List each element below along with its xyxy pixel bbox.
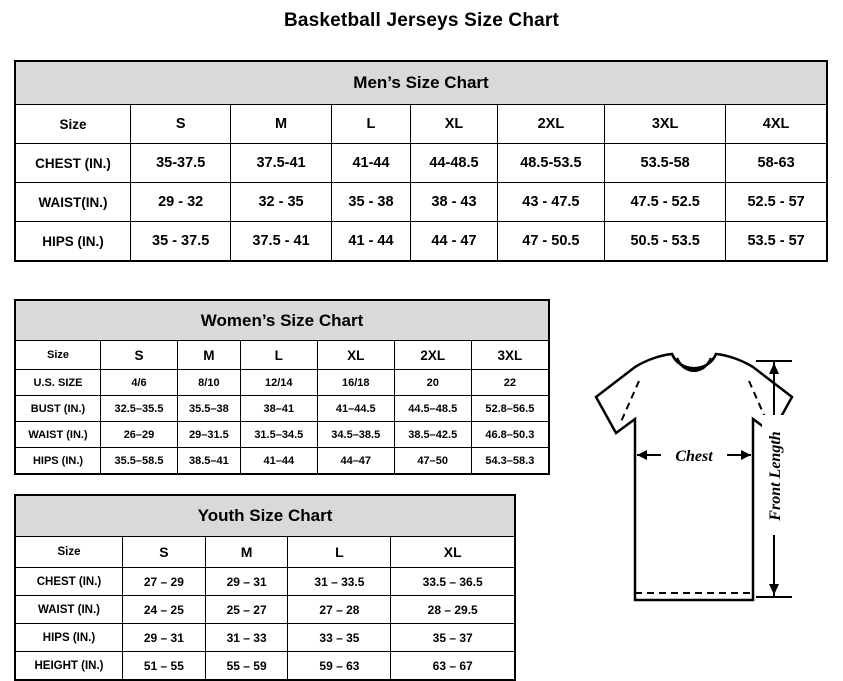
table-row xyxy=(15,568,515,596)
table-cell: 44 - 47 xyxy=(411,222,497,262)
table-cell: 29 – 31 xyxy=(123,624,206,652)
table-cell: 47–50 xyxy=(394,448,471,475)
mens-size-chart-section xyxy=(14,60,828,262)
row-label: HIPS (IN.) xyxy=(15,624,123,652)
table-cell: 32.5–35.5 xyxy=(101,396,178,422)
table-cell: 35 – 37 xyxy=(391,624,515,652)
front-length-arrow-top xyxy=(769,363,779,374)
table-cell: 41 - 44 xyxy=(331,222,411,262)
table-cell: 29 - 32 xyxy=(131,183,231,222)
column-header: S xyxy=(131,105,231,144)
column-header: M xyxy=(231,105,331,144)
column-header: XL xyxy=(391,537,515,568)
table-row xyxy=(15,596,515,624)
mens-chart-caption: Men’s Size Chart xyxy=(15,61,827,105)
column-header: L xyxy=(240,341,317,370)
column-header: 4XL xyxy=(726,105,827,144)
column-header: 2XL xyxy=(497,105,604,144)
chest-measure-label: Chest xyxy=(675,448,713,465)
table-cell: 22 xyxy=(471,370,549,396)
column-header: Size xyxy=(15,105,131,144)
table-cell: 46.8–50.3 xyxy=(471,422,549,448)
column-header: M xyxy=(205,537,288,568)
front-length-measure-label: Front Length xyxy=(767,431,784,521)
youth-chart-caption: Youth Size Chart xyxy=(15,495,515,537)
table-header-row xyxy=(15,105,827,144)
row-label: HIPS (IN.) xyxy=(15,448,101,475)
column-header: S xyxy=(123,537,206,568)
table-cell: 53.5 - 57 xyxy=(726,222,827,262)
jersey-measurement-diagram xyxy=(540,345,840,665)
row-label: CHEST (IN.) xyxy=(15,144,131,183)
table-cell: 41–44 xyxy=(240,448,317,475)
table-cell: 35 - 37.5 xyxy=(131,222,231,262)
column-header: L xyxy=(288,537,391,568)
column-header: 3XL xyxy=(471,341,549,370)
table-header-row xyxy=(15,537,515,568)
table-cell: 58-63 xyxy=(726,144,827,183)
page-title: Basketball Jerseys Size Chart xyxy=(283,10,560,31)
table-cell: 54.3–58.3 xyxy=(471,448,549,475)
table-cell: 29 – 31 xyxy=(205,568,288,596)
table-caption-row xyxy=(15,495,515,537)
table-cell: 52.8–56.5 xyxy=(471,396,549,422)
table-cell: 47 - 50.5 xyxy=(497,222,604,262)
womens-size-chart-table xyxy=(14,299,550,475)
row-label: WAIST (IN.) xyxy=(15,422,101,448)
table-caption-row xyxy=(15,300,549,341)
column-header: XL xyxy=(411,105,497,144)
column-header: S xyxy=(101,341,178,370)
table-cell: 48.5-53.5 xyxy=(497,144,604,183)
table-cell: 41-44 xyxy=(331,144,411,183)
table-cell: 51 – 55 xyxy=(123,652,206,681)
table-cell: 34.5–38.5 xyxy=(317,422,394,448)
column-header: 3XL xyxy=(605,105,726,144)
column-header: L xyxy=(331,105,411,144)
row-label: HEIGHT (IN.) xyxy=(15,652,123,681)
table-cell: 29–31.5 xyxy=(177,422,240,448)
table-cell: 50.5 - 53.5 xyxy=(605,222,726,262)
table-row xyxy=(15,222,827,262)
table-cell: 33 – 35 xyxy=(288,624,391,652)
table-cell: 35 - 38 xyxy=(331,183,411,222)
table-cell: 55 – 59 xyxy=(205,652,288,681)
table-cell: 38–41 xyxy=(240,396,317,422)
table-cell: 25 – 27 xyxy=(205,596,288,624)
table-cell: 47.5 - 52.5 xyxy=(605,183,726,222)
womens-size-chart-section xyxy=(14,299,550,475)
table-row xyxy=(15,448,549,475)
table-cell: 24 – 25 xyxy=(123,596,206,624)
chest-arrow-right xyxy=(741,450,751,460)
youth-size-chart-section xyxy=(14,494,516,681)
table-cell: 31.5–34.5 xyxy=(240,422,317,448)
table-cell: 37.5 - 41 xyxy=(231,222,331,262)
table-cell: 32 - 35 xyxy=(231,183,331,222)
table-cell: 31 – 33 xyxy=(205,624,288,652)
table-row xyxy=(15,183,827,222)
jersey-diagram-svg xyxy=(540,345,840,665)
column-header: 2XL xyxy=(394,341,471,370)
row-label: CHEST (IN.) xyxy=(15,568,123,596)
womens-chart-caption: Women’s Size Chart xyxy=(15,300,549,341)
table-cell: 59 – 63 xyxy=(288,652,391,681)
table-cell: 38.5–41 xyxy=(177,448,240,475)
table-row xyxy=(15,624,515,652)
table-cell: 27 – 29 xyxy=(123,568,206,596)
table-row xyxy=(15,396,549,422)
row-label: U.S. SIZE xyxy=(15,370,101,396)
row-label: WAIST (IN.) xyxy=(15,596,123,624)
row-label: BUST (IN.) xyxy=(15,396,101,422)
column-header: Size xyxy=(15,537,123,568)
table-cell: 38 - 43 xyxy=(411,183,497,222)
table-cell: 43 - 47.5 xyxy=(497,183,604,222)
table-cell: 12/14 xyxy=(240,370,317,396)
youth-size-chart-table xyxy=(14,494,516,681)
table-cell: 33.5 – 36.5 xyxy=(391,568,515,596)
table-cell: 35.5–58.5 xyxy=(101,448,178,475)
mens-size-chart-table xyxy=(14,60,828,262)
table-header-row xyxy=(15,341,549,370)
table-cell: 27 – 28 xyxy=(288,596,391,624)
table-cell: 44.5–48.5 xyxy=(394,396,471,422)
table-cell: 63 – 67 xyxy=(391,652,515,681)
table-cell: 38.5–42.5 xyxy=(394,422,471,448)
table-row xyxy=(15,144,827,183)
chest-arrow-left xyxy=(637,450,647,460)
front-length-arrow-bottom xyxy=(769,584,779,595)
table-cell: 31 – 33.5 xyxy=(288,568,391,596)
table-caption-row xyxy=(15,61,827,105)
table-cell: 4/6 xyxy=(101,370,178,396)
table-cell: 44–47 xyxy=(317,448,394,475)
table-cell: 35.5–38 xyxy=(177,396,240,422)
table-row xyxy=(15,652,515,681)
table-cell: 35-37.5 xyxy=(131,144,231,183)
table-cell: 44-48.5 xyxy=(411,144,497,183)
table-cell: 52.5 - 57 xyxy=(726,183,827,222)
table-row xyxy=(15,370,549,396)
column-header: M xyxy=(177,341,240,370)
table-cell: 53.5-58 xyxy=(605,144,726,183)
table-cell: 20 xyxy=(394,370,471,396)
table-row xyxy=(15,422,549,448)
table-cell: 16/18 xyxy=(317,370,394,396)
row-label: HIPS (IN.) xyxy=(15,222,131,262)
table-cell: 8/10 xyxy=(177,370,240,396)
table-cell: 37.5-41 xyxy=(231,144,331,183)
table-cell: 28 – 29.5 xyxy=(391,596,515,624)
row-label: WAIST(IN.) xyxy=(15,183,131,222)
table-cell: 41–44.5 xyxy=(317,396,394,422)
column-header: Size xyxy=(15,341,101,370)
table-cell: 26–29 xyxy=(101,422,178,448)
column-header: XL xyxy=(317,341,394,370)
